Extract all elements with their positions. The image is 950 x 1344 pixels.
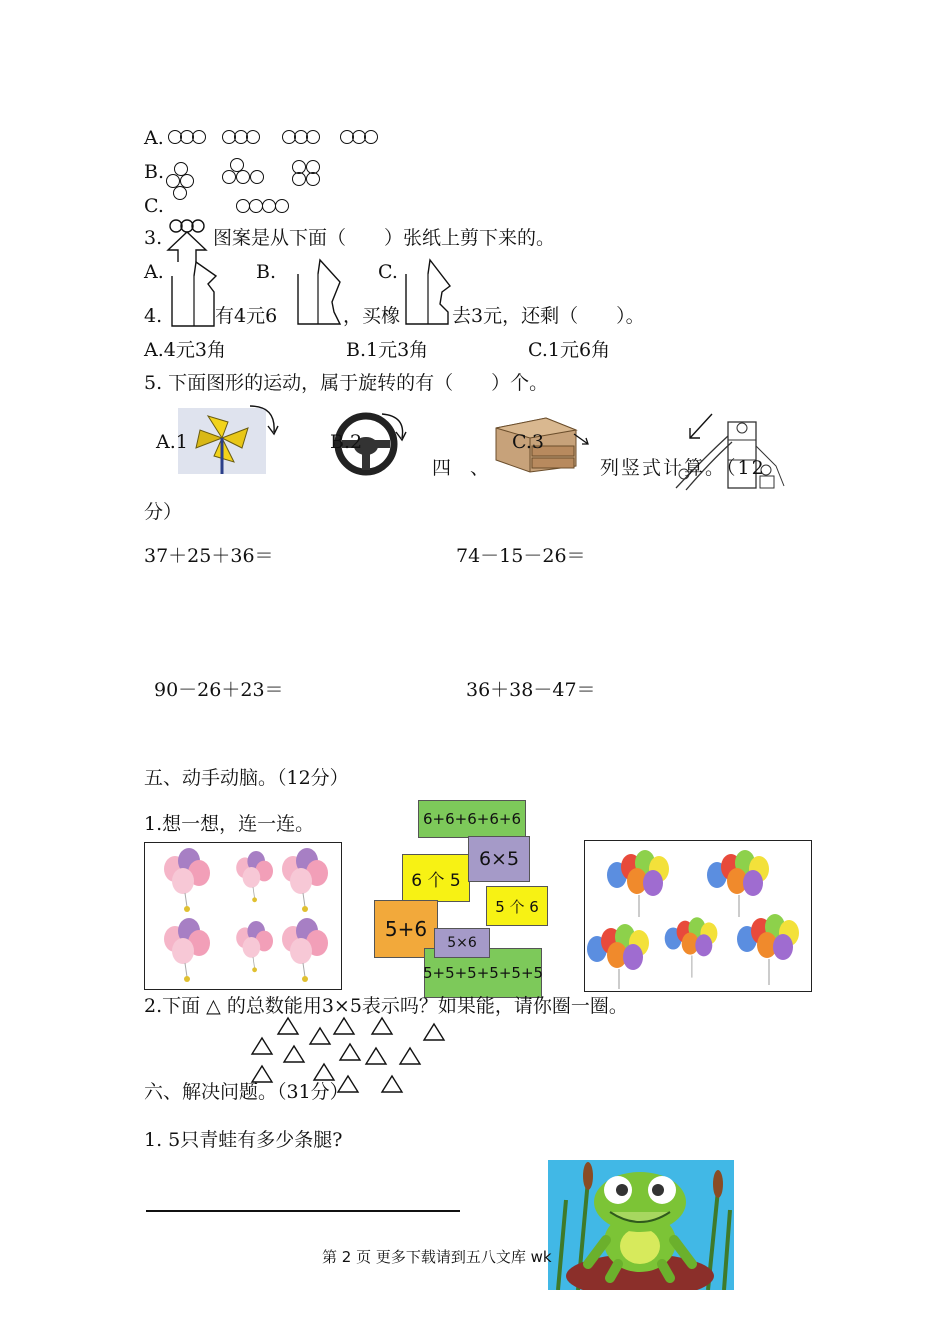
section6-q1: 1. 5只青蛙有多少条腿? [144, 1129, 343, 1151]
option-b-label: B. [144, 161, 165, 183]
section4-title-c: 分） [144, 501, 183, 523]
answer-line [146, 1210, 460, 1212]
calc-problem: 37＋25＋36＝ [144, 545, 274, 567]
calc-problem: 90－26＋23＝ [154, 679, 284, 701]
expression-card[interactable]: 6×5 [468, 836, 530, 882]
q3-option-b: B. [256, 261, 277, 283]
folded-paper-a-icon [170, 258, 220, 328]
page-footer: 第 2 页 更多下载请到五八文库 wk [322, 1248, 552, 1266]
expression-card[interactable]: 6 个 5 [402, 854, 470, 902]
rotate-arrow-icon [246, 402, 280, 438]
q5-option-b: B.2 [330, 431, 363, 453]
q4-number: 4. [144, 305, 163, 327]
expression-card[interactable]: 6+6+6+6+6 [418, 800, 526, 838]
expression-card[interactable]: 5+5+5+5+5+5 [424, 948, 542, 998]
balloon-picture-right [584, 840, 812, 992]
q5-option-a: A.1 [156, 431, 188, 453]
section5-title: 五、动手动脑。（12分） [144, 767, 349, 789]
q4-option-a: A.4元3角 [144, 339, 226, 361]
expression-card[interactable]: 5×6 [434, 928, 490, 958]
expression-card[interactable]: 5 个 6 [486, 886, 548, 926]
q4-text-part3: 去3元，还剩（ ）。 [452, 305, 645, 327]
calc-problem: 74－15－26＝ [456, 545, 586, 567]
section5-q1: 1.想一想，连一连。 [144, 813, 315, 835]
q3-option-a: A. [144, 261, 164, 283]
q3-text: 图案是从下面（ ）张纸上剪下来的。 [213, 227, 556, 249]
q4-option-b: B.1元3角 [346, 339, 429, 361]
balloon-picture-left [144, 842, 342, 990]
section4-title-a: 四 、 [432, 457, 490, 479]
cut-pattern-icon [162, 218, 212, 262]
frog-image [548, 1160, 734, 1290]
folded-paper-b-icon [296, 258, 346, 328]
option-a-label: A. [144, 127, 164, 149]
q5-option-c: C.3 [512, 431, 544, 453]
q3-number: 3. [144, 227, 163, 249]
q4-text-part1: 有4元6 [215, 305, 278, 327]
folded-paper-c-icon [404, 258, 454, 328]
q5-text: 5. 下面图形的运动，属于旋转的有（ ）个。 [144, 372, 549, 394]
section6-title: 六、解决问题。（31分） [144, 1081, 349, 1103]
option-c-label: C. [144, 195, 164, 217]
q3-option-c: C. [378, 261, 398, 283]
rotate-arrow-icon [380, 412, 410, 444]
section4-title-b: 列竖式计算。（12 [600, 457, 766, 479]
expression-card[interactable]: 5+6 [374, 900, 438, 958]
calc-problem: 36＋38－47＝ [466, 679, 596, 701]
slide-image [666, 416, 788, 494]
q4-text-part2: ，买橡 [343, 305, 401, 327]
section5-q2: 2.下面 △ 的总数能用3×5表示吗？如果能，请你圈一圈。 [144, 995, 628, 1017]
move-arrow-icon [572, 432, 592, 448]
q4-option-c: C.1元6角 [528, 339, 611, 361]
